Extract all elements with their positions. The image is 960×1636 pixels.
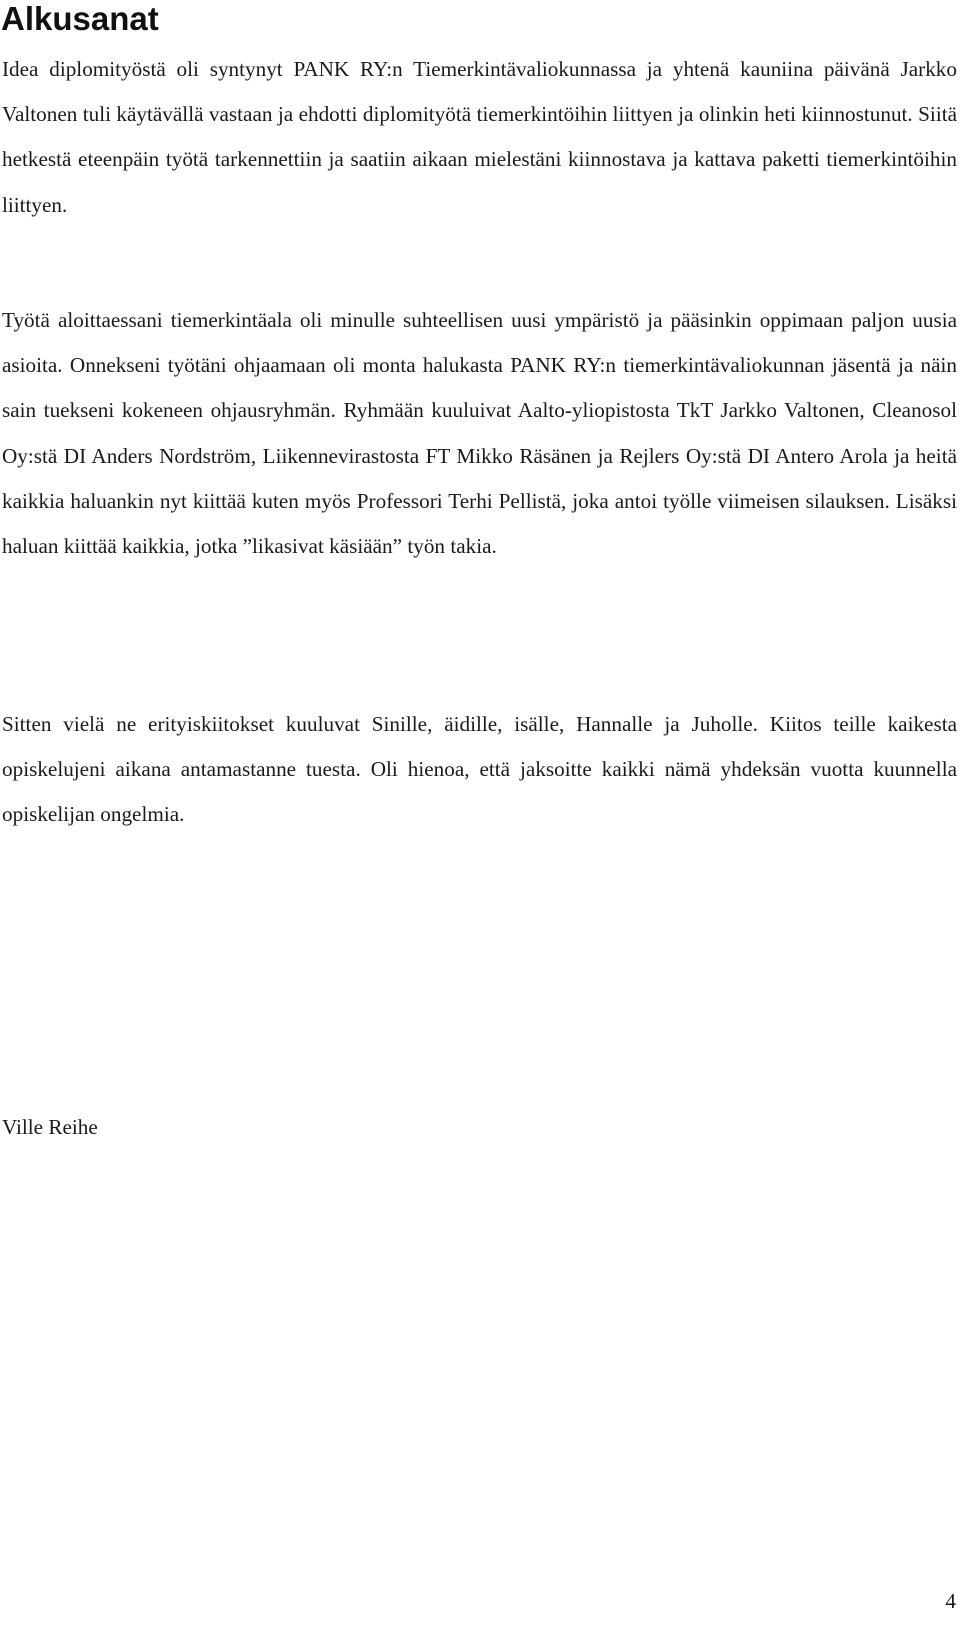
author-signature: Ville Reihe [2,1115,98,1139]
paragraph-intro: Idea diplomityöstä oli syntynyt PANK RY:n Tiemerkintävaliokunnassa ja yhtenä kauniina päivänä Jarkko Valtonen tuli käytävällä vastaan ja ehdotti diplomityötä tiemerkintöihin liittyen ja olinkin heti kiinnostunut. Siitä hetkestä eteenpäin työtä tarkennettiin ja saatiin aikaan mielestäni kiinnostava ja kattava paketti tiemerkintöihin liittyen. [2,57,957,217]
page-heading: Alkusanat [1,0,159,37]
page-number: 4 [945,1589,956,1613]
paragraph-personal-thanks: Sitten vielä ne erityiskiitokset kuuluvat Sinille, äidille, isälle, Hannalle ja Juholle. Kiitos teille kaikesta opiskelujeni aikana antamastanne tuesta. Oli hienoa, että jaksoitte kaikki nämä yhdeksän vuotta kuunnella opiskelijan ongelmia. [2,712,957,827]
paragraph-acknowledgements: Työtä aloittaessani tiemerkintäala oli minulle suhteellisen uusi ympäristö ja pääsinkin oppimaan paljon uusia asioita. Onnekseni työtäni ohjaamaan oli monta halukasta PANK RY:n tiemerkintävaliokunnan jäsentä ja näin sain tuekseni kokeneen ohjausryhmän. Ryhmään kuuluivat Aalto-yliopistosta TkT Jarkko Valtonen, Cleanosol Oy:stä DI Anders Nordström, Liikennevirastosta FT Mikko Räsänen ja Rejlers Oy:stä DI Antero Arola ja heitä kaikkia haluankin nyt kiittää kuten myös Professori Terhi Pellistä, joka antoi työlle viimeisen silauksen. Lisäksi haluan kiittää kaikkia, jotka ”likasivat käsiään” työn takia. [2,308,957,559]
